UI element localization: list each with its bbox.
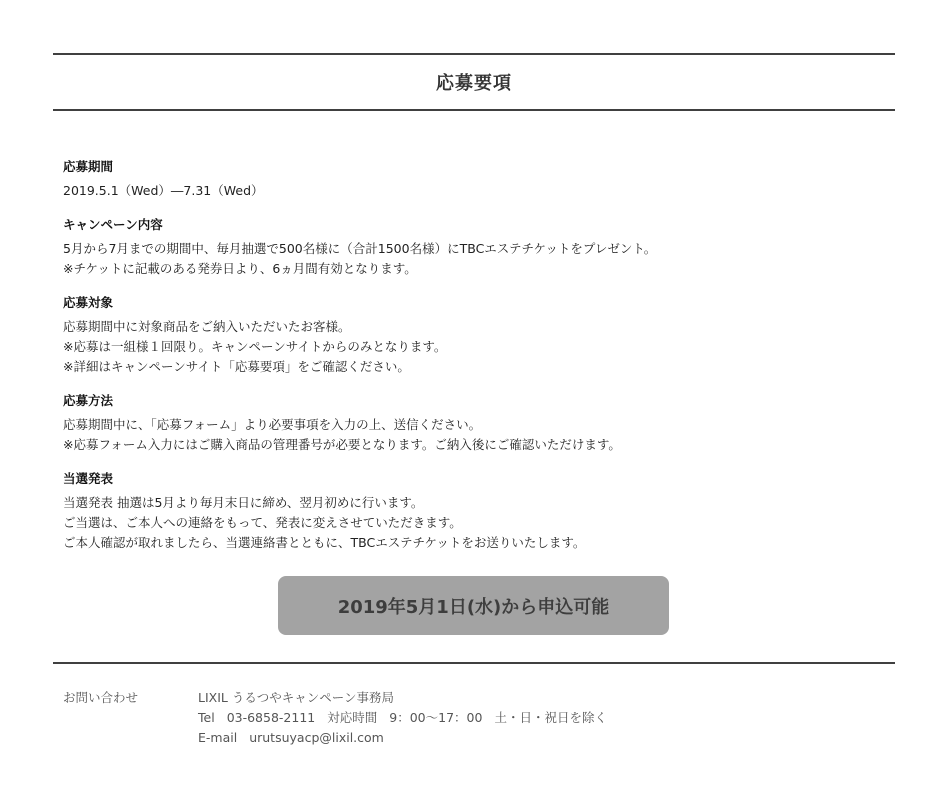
section-heading: キャンペーン内容 xyxy=(63,217,163,232)
section-text: ※応募は一組様１回限り。キャンペーンサイトからのみとなります。 xyxy=(63,339,447,354)
organizer-name: LIXIL うるつやキャンペーン事務局 xyxy=(198,690,394,705)
footer-divider xyxy=(53,662,895,664)
section-heading: 応募対象 xyxy=(63,295,114,310)
contact-email-line xyxy=(198,728,878,748)
section-eligibility xyxy=(63,293,883,377)
application-guidelines xyxy=(63,157,883,567)
section-text: 5月から7月までの期間中、毎月抽選で500名様に（合計1500名様）にTBCエステチケットをプレゼント。 xyxy=(63,241,657,256)
page-title: 応募要項 xyxy=(436,73,512,94)
section-heading: 応募期間 xyxy=(63,159,114,174)
email-label: E-mail xyxy=(198,730,238,745)
hours-label: 対応時間 xyxy=(327,710,378,725)
closed-days: 土・日・祝日を除く xyxy=(494,710,607,725)
contact-label: お問い合わせ xyxy=(63,690,139,705)
section-text: ※詳細はキャンペーンサイト「応募要項」をご確認ください。 xyxy=(63,359,410,374)
section-application-period xyxy=(63,157,883,201)
section-text: ※チケットに記載のある発券日より、6ヵ月間有効となります。 xyxy=(63,261,417,276)
hours-value: 9：00～17：00 xyxy=(389,710,483,725)
section-heading: 応募方法 xyxy=(63,393,114,408)
apply-available-button[interactable]: 2019年5月1日(水)から申込可能 xyxy=(278,576,669,635)
contact-phone-line xyxy=(198,708,878,728)
section-text: 当選発表 抽選は5月より毎月末日に締め、翌月初めに行います。 xyxy=(63,495,424,510)
section-winner-announcement xyxy=(63,469,883,553)
page-title-block xyxy=(53,53,895,111)
tel-number[interactable]: 03-6858-2111 xyxy=(226,710,316,725)
section-text: ご当選は、ご本人への連絡をもって、発表に変えさせていただきます。 xyxy=(63,515,462,530)
section-text: 応募期間中に対象商品をご納入いただいたお客様。 xyxy=(63,319,351,334)
section-campaign-details xyxy=(63,215,883,279)
email-address[interactable]: urutsuyacp@lixil.com xyxy=(249,730,384,745)
section-how-to-apply xyxy=(63,391,883,455)
section-text: ご本人確認が取れましたら、当選連絡書とともに、TBCエステチケットをお送りいたします。 xyxy=(63,535,586,550)
section-text: 2019.5.1（Wed）―7.31（Wed） xyxy=(63,183,264,198)
tel-label: Tel xyxy=(198,710,215,725)
section-text: 応募期間中に、「応募フォーム」より必要事項を入力の上、送信ください。 xyxy=(63,417,482,432)
section-heading: 当選発表 xyxy=(63,471,114,486)
contact-details xyxy=(198,688,878,748)
section-text: ※応募フォーム入力にはご購入商品の管理番号が必要となります。ご納入後にご確認いただけます。 xyxy=(63,437,621,452)
